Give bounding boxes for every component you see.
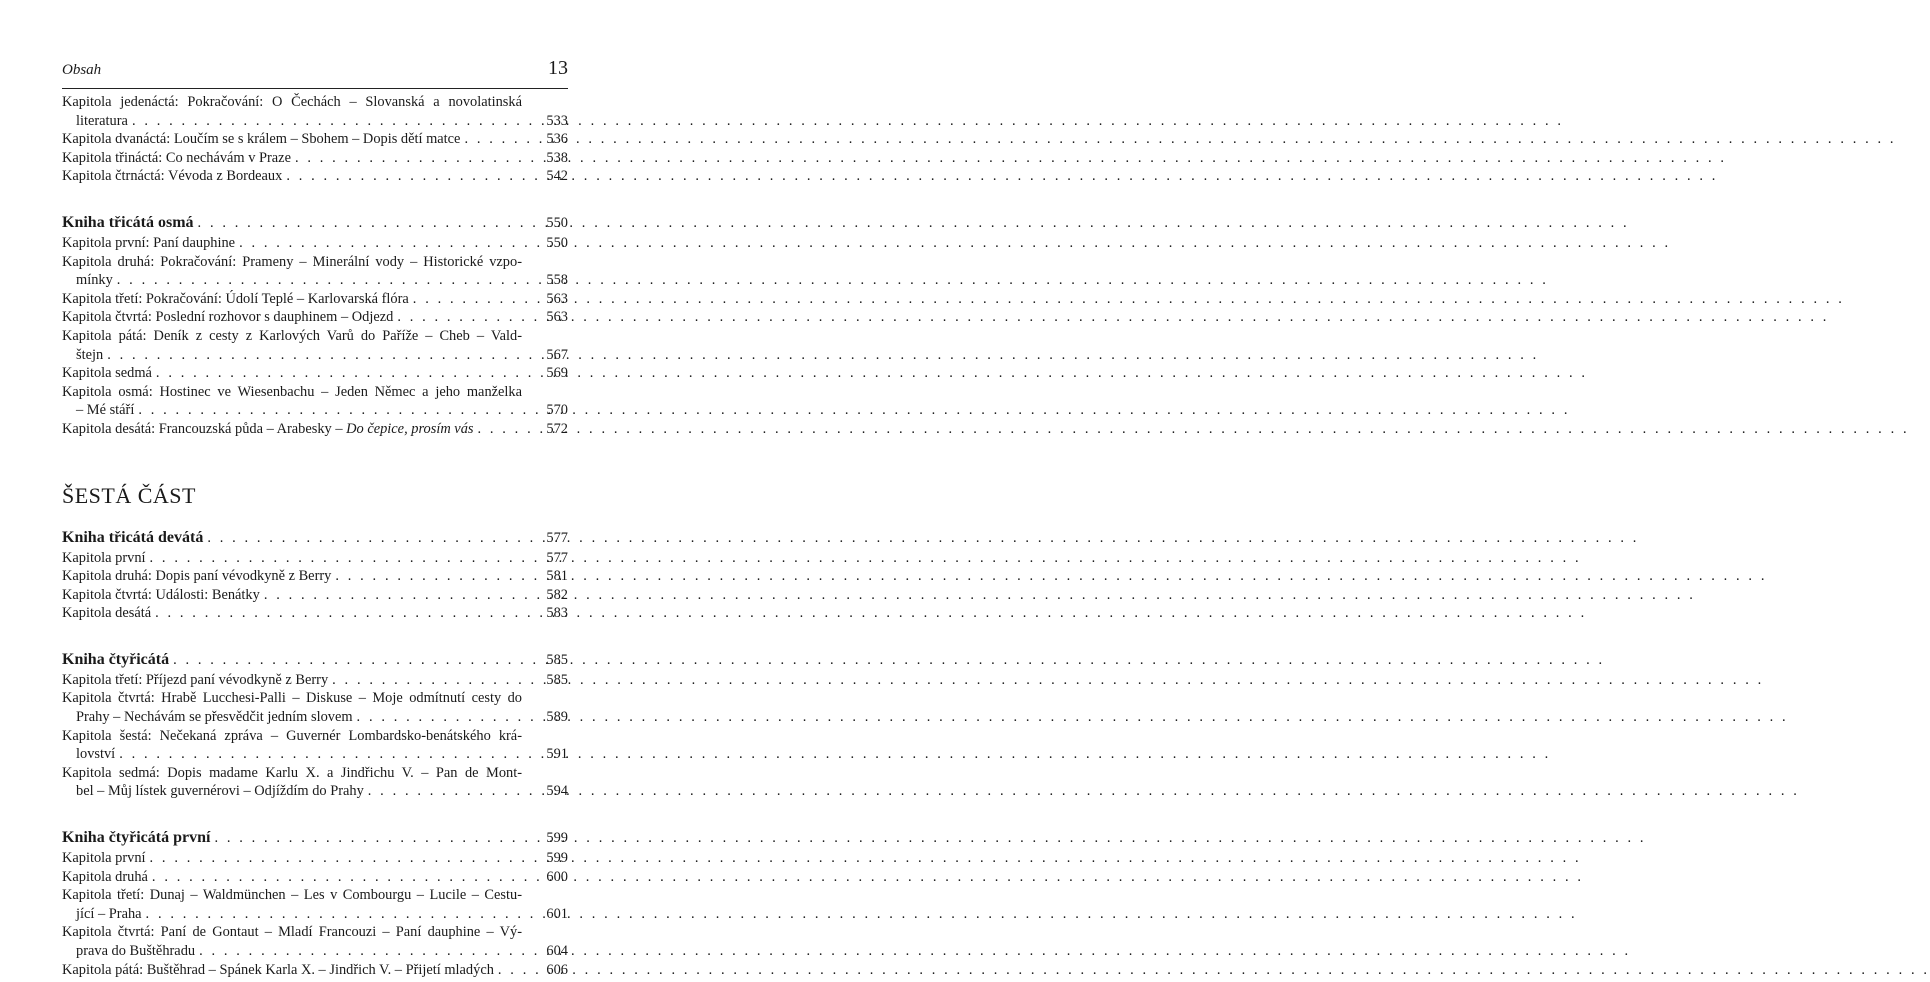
chapter-title: Kapitola pátá: Buštěhrad – Spánek Karla X. – Jindřich V. – Přijetí mladých — [62, 961, 494, 978]
page-number: 599 — [546, 830, 568, 847]
running-header — [62, 52, 568, 89]
dot-leader — [498, 961, 532, 980]
chapter-entry — [62, 849, 568, 868]
chapter-entry — [62, 420, 568, 439]
book-entry — [62, 527, 568, 549]
page-number: 569 — [546, 365, 568, 382]
page-number: 583 — [546, 605, 568, 622]
chapter-entry — [62, 346, 568, 365]
page-number: 606 — [546, 961, 568, 978]
chapter-entry — [62, 130, 568, 149]
dot-leader — [198, 212, 532, 234]
page-number: 563 — [546, 290, 568, 307]
chapter-entry — [62, 604, 568, 623]
part-heading: ŠESTÁ ČÁST — [62, 482, 196, 508]
chapter-title: Kapitola první — [62, 549, 146, 566]
dot-leader — [286, 167, 532, 186]
chapter-entry — [62, 942, 568, 961]
page-number: 570 — [546, 402, 568, 419]
dot-leader — [478, 420, 533, 439]
chapter-entry — [62, 782, 568, 801]
book-title: Kniha čtyřicátá první — [62, 829, 211, 847]
book-entry — [62, 827, 568, 849]
chapter-line: Kapitola jedenáctá: Pokračování: O Čechách – Slovanská a novolatinská — [62, 94, 522, 110]
chapter-entry — [62, 308, 568, 327]
chapter-entry — [62, 708, 568, 727]
chapter-entry — [62, 567, 568, 586]
book-entry — [62, 212, 568, 234]
dot-leader — [152, 868, 532, 887]
header-page-number: 13 — [548, 57, 568, 79]
spacer — [62, 513, 568, 527]
spacer — [62, 465, 568, 479]
chapter-title: Kapitola druhá — [62, 868, 148, 885]
page-number: 533 — [546, 112, 568, 129]
chapter-entry — [62, 549, 568, 568]
page-number: 563 — [546, 309, 568, 326]
chapter-title: Kapitola druhá: Dopis paní vévodkyně z Berry — [62, 568, 332, 585]
page-number: 591 — [546, 746, 568, 763]
chapter-entry — [62, 234, 568, 253]
dot-leader — [150, 549, 532, 568]
dot-leader — [138, 401, 532, 420]
chapter-line: Kapitola osmá: Hostinec ve Wiesenbachu – Jeden Němec a jeho manželka — [62, 383, 522, 400]
chapter-title: Kapitola dvanáctá: Loučím se s králem – Sbohem – Dopis dětí matce — [62, 131, 461, 148]
book-title: Kniha třicátá osmá — [62, 213, 194, 231]
spacer — [62, 801, 568, 827]
dot-leader — [214, 827, 532, 849]
dot-leader — [146, 905, 532, 924]
chapter-title: Kapitola sedmá — [62, 365, 152, 382]
chapter-entry — [62, 271, 568, 290]
dot-leader — [199, 942, 532, 961]
page-number: 567 — [546, 346, 568, 363]
spacer — [62, 439, 568, 465]
dot-leader — [264, 586, 532, 605]
header-section-title: Obsah — [62, 62, 102, 78]
page-number: 550 — [546, 214, 568, 231]
page-number: 542 — [546, 168, 568, 185]
chapter-entry — [62, 586, 568, 605]
table-of-contents — [62, 93, 568, 979]
chapter-entry — [62, 112, 568, 131]
dot-leader — [173, 649, 532, 671]
chapter-line: Kapitola čtvrtá: Paní de Gontaut – Mladí Francouzi – Paní dauphine – Vý- — [62, 924, 522, 941]
dot-leader — [397, 308, 532, 327]
page-number: 577 — [546, 529, 568, 546]
dot-leader — [368, 782, 532, 801]
dot-leader — [357, 708, 532, 727]
chapter-line: Kapitola druhá: Pokračování: Prameny – Minerální vody – Historické vzpo- — [62, 253, 522, 270]
dot-leader — [239, 234, 532, 253]
page-number: 594 — [546, 783, 568, 800]
dot-leader — [132, 112, 532, 131]
chapter-title: mínky — [76, 272, 113, 289]
page-number: 538 — [546, 149, 568, 166]
chapter-title: Kapitola první — [62, 850, 146, 867]
page-number: 550 — [546, 234, 568, 251]
chapter-entry — [62, 868, 568, 887]
chapter-line: Kapitola sedmá: Dopis madame Karlu X. a Jindřichu V. – Pan de Mont- — [62, 764, 522, 781]
chapter-entry — [62, 401, 568, 420]
page-number: 558 — [546, 272, 568, 289]
chapter-title: literatura — [76, 112, 128, 129]
dot-leader — [107, 346, 532, 365]
chapter-title: Kapitola čtrnáctá: Vévoda z Bordeaux — [62, 168, 283, 185]
chapter-title: Prahy – Nechávám se přesvědčit jedním slovem — [76, 709, 353, 726]
book-title: Kniha třicátá devátá — [62, 528, 204, 546]
dot-leader — [156, 364, 532, 383]
chapter-title: lovství — [76, 746, 116, 763]
page-number: 600 — [546, 868, 568, 885]
dot-leader — [119, 745, 532, 764]
chapter-title: bel – Můj lístek guvernérovi – Odjíždím do Prahy — [76, 783, 364, 800]
chapter-line: Kapitola třetí: Dunaj – Waldmünchen – Les v Combourgu – Lucile – Cestu- — [62, 887, 522, 904]
chapter-entry — [62, 671, 568, 690]
page-number: 536 — [546, 131, 568, 148]
page-number: 601 — [546, 905, 568, 922]
chapter-title: prava do Buštěhradu — [76, 943, 196, 959]
chapter-title: Kapitola třetí: Příjezd paní vévodkyně z Berry — [62, 671, 329, 688]
page-number: 572 — [546, 420, 568, 437]
chapter-entry — [62, 364, 568, 383]
page-number: 589 — [546, 709, 568, 726]
page-number: 585 — [546, 671, 568, 688]
chapter-title: Kapitola desátá — [62, 605, 152, 622]
chapter-title: Kapitola desátá: Francouzská půda – Arabesky – Do čepice, prosím vás — [62, 420, 474, 437]
chapter-title-italic: Do čepice, prosím vás — [346, 420, 474, 437]
dot-leader — [464, 130, 532, 149]
page-number: 599 — [546, 850, 568, 867]
chapter-line: Kapitola šestá: Nečekaná zpráva – Guvernér Lombardsko-benátského krá- — [62, 727, 522, 744]
chapter-title: Kapitola třináctá: Co nechávám v Praze — [62, 149, 291, 166]
chapter-line: Kapitola pátá: Deník z cesty z Karlových Varů do Paříže – Cheb – Vald- — [62, 327, 522, 344]
dot-leader — [155, 604, 532, 623]
dot-leader — [117, 271, 532, 290]
chapter-title: Kapitola čtvrtá: Události: Benátky — [62, 586, 260, 603]
dot-leader — [207, 527, 532, 549]
spacer — [62, 623, 568, 649]
book-title: Kniha čtyřicátá — [62, 650, 170, 668]
chapter-title: Kapitola první: Paní dauphine — [62, 234, 236, 251]
chapter-entry — [62, 905, 568, 924]
chapter-entry — [62, 149, 568, 168]
chapter-title: Kapitola čtvrtá: Poslední rozhovor s dauphinem – Odjezd — [62, 309, 394, 326]
page-number: 577 — [546, 549, 568, 566]
dot-leader — [413, 290, 532, 309]
spacer — [62, 186, 568, 212]
chapter-title: Kapitola třetí: Pokračování: Údolí Teplé – Karlovarská flóra — [62, 290, 409, 307]
dot-leader — [332, 671, 532, 690]
book-entry — [62, 649, 568, 671]
chapter-title: – Mé stáří — [76, 402, 135, 419]
chapter-line: Kapitola čtvrtá: Hrabě Lucchesi-Palli – Diskuse – Moje odmítnutí cesty do — [62, 690, 522, 707]
page-number: 604 — [546, 943, 568, 959]
dot-leader — [335, 567, 532, 586]
chapter-entry — [62, 745, 568, 764]
chapter-entry — [62, 961, 568, 980]
page-number: 581 — [546, 568, 568, 585]
chapter-title: štejn — [76, 346, 104, 363]
chapter-title: jící – Praha — [76, 905, 142, 922]
dot-leader — [150, 849, 532, 868]
chapter-entry — [62, 167, 568, 186]
page-number: 585 — [546, 651, 568, 668]
dot-leader — [295, 149, 532, 168]
chapter-entry — [62, 290, 568, 309]
page-number: 582 — [546, 586, 568, 603]
